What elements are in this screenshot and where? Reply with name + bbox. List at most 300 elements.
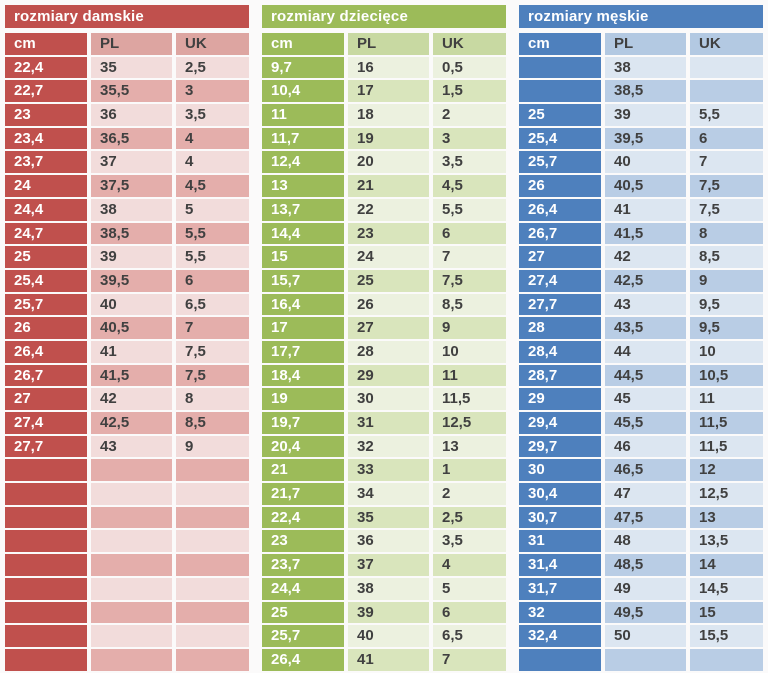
cm-cell: 9,7 <box>262 57 344 79</box>
uk-cell: 6 <box>690 128 763 150</box>
cm-cell: 24 <box>5 175 87 197</box>
table-row <box>5 57 249 79</box>
uk-cell: 15,5 <box>690 625 763 647</box>
pl-cell: 39 <box>91 246 172 268</box>
pl-cell: 46 <box>605 436 686 458</box>
cm-cell: 22,7 <box>5 80 87 102</box>
pl-cell: 21 <box>348 175 429 197</box>
column-header-row <box>519 33 763 55</box>
table-row <box>5 602 249 624</box>
pl-cell: 41 <box>605 199 686 221</box>
cm-cell: 32 <box>519 602 601 624</box>
table-row <box>519 317 763 339</box>
uk-cell: 5,5 <box>433 199 506 221</box>
pl-cell <box>91 554 172 576</box>
table-childrens-sizes <box>262 5 506 673</box>
table-row <box>5 104 249 126</box>
table-row <box>519 530 763 552</box>
uk-cell: 5,5 <box>176 223 249 245</box>
uk-cell <box>176 554 249 576</box>
table-row <box>519 151 763 173</box>
table-row <box>262 483 506 505</box>
table-row <box>5 625 249 647</box>
cm-cell: 25,7 <box>519 151 601 173</box>
pl-cell: 42,5 <box>605 270 686 292</box>
pl-cell <box>91 530 172 552</box>
cm-cell: 28,7 <box>519 365 601 387</box>
cm-cell: 16,4 <box>262 294 344 316</box>
table-title-mens: rozmiary męskie <box>519 5 763 28</box>
table-body-womens <box>5 33 249 671</box>
cm-cell: 27,4 <box>519 270 601 292</box>
table-row <box>5 649 249 671</box>
cm-cell: 22,4 <box>262 507 344 529</box>
pl-cell: 26 <box>348 294 429 316</box>
cm-cell: 19 <box>262 388 344 410</box>
uk-cell: 7 <box>433 649 506 671</box>
pl-cell: 45 <box>605 388 686 410</box>
cm-cell <box>5 625 87 647</box>
cm-cell: 29 <box>519 388 601 410</box>
uk-cell: 7 <box>690 151 763 173</box>
column-header-row <box>262 33 506 55</box>
table-row <box>262 625 506 647</box>
uk-cell: 0,5 <box>433 57 506 79</box>
uk-cell: 2,5 <box>433 507 506 529</box>
pl-cell: 17 <box>348 80 429 102</box>
uk-cell <box>176 530 249 552</box>
table-row <box>5 388 249 410</box>
cm-cell <box>5 649 87 671</box>
uk-cell <box>176 602 249 624</box>
pl-cell: 36 <box>348 530 429 552</box>
cm-cell <box>5 602 87 624</box>
uk-cell: 5,5 <box>690 104 763 126</box>
cm-cell: 29,7 <box>519 436 601 458</box>
table-row <box>519 57 763 79</box>
uk-cell: 10,5 <box>690 365 763 387</box>
pl-cell: 39 <box>605 104 686 126</box>
table-row <box>5 80 249 102</box>
cm-cell: 25,4 <box>519 128 601 150</box>
pl-cell: 35 <box>348 507 429 529</box>
cm-cell: 26,7 <box>519 223 601 245</box>
pl-cell: 43 <box>91 436 172 458</box>
pl-cell: 28 <box>348 341 429 363</box>
pl-cell: 31 <box>348 412 429 434</box>
table-row <box>262 223 506 245</box>
pl-cell: 40 <box>605 151 686 173</box>
uk-cell <box>176 507 249 529</box>
table-row <box>519 175 763 197</box>
table-row <box>262 199 506 221</box>
uk-cell: 4 <box>176 151 249 173</box>
cm-cell: 22,4 <box>5 57 87 79</box>
uk-cell: 8,5 <box>176 412 249 434</box>
cm-cell: 27,7 <box>5 436 87 458</box>
pl-cell: 41,5 <box>91 365 172 387</box>
table-row <box>519 507 763 529</box>
table-row <box>5 483 249 505</box>
pl-cell: 45,5 <box>605 412 686 434</box>
uk-cell: 11,5 <box>690 436 763 458</box>
table-row <box>262 175 506 197</box>
uk-cell <box>176 649 249 671</box>
table-row <box>262 388 506 410</box>
uk-cell: 12 <box>690 459 763 481</box>
pl-cell: 32 <box>348 436 429 458</box>
table-row <box>5 294 249 316</box>
uk-cell: 10 <box>690 341 763 363</box>
table-row <box>519 649 763 671</box>
cm-cell <box>5 554 87 576</box>
cm-cell: 25 <box>5 246 87 268</box>
cm-cell <box>5 483 87 505</box>
pl-cell: 49 <box>605 578 686 600</box>
pl-cell: 39,5 <box>91 270 172 292</box>
uk-cell: 6,5 <box>176 294 249 316</box>
uk-cell: 7,5 <box>690 199 763 221</box>
cm-cell: 25 <box>519 104 601 126</box>
uk-cell: 8 <box>176 388 249 410</box>
uk-cell: 7,5 <box>176 365 249 387</box>
uk-cell: 7,5 <box>690 175 763 197</box>
table-row <box>262 317 506 339</box>
table-row <box>519 246 763 268</box>
cm-cell: 31,4 <box>519 554 601 576</box>
pl-cell: 48,5 <box>605 554 686 576</box>
uk-cell: 9,5 <box>690 294 763 316</box>
cm-cell: 31,7 <box>519 578 601 600</box>
column-header-pl: PL <box>91 33 172 55</box>
cm-cell: 23,7 <box>5 151 87 173</box>
uk-cell: 5,5 <box>176 246 249 268</box>
uk-cell: 3,5 <box>176 104 249 126</box>
cm-cell <box>5 578 87 600</box>
table-row <box>5 128 249 150</box>
cm-cell: 23,4 <box>5 128 87 150</box>
cm-cell: 32,4 <box>519 625 601 647</box>
table-row <box>519 365 763 387</box>
column-header-row <box>5 33 249 55</box>
uk-cell: 9 <box>690 270 763 292</box>
pl-cell: 18 <box>348 104 429 126</box>
uk-cell: 5 <box>176 199 249 221</box>
pl-cell: 40 <box>91 294 172 316</box>
uk-cell: 13,5 <box>690 530 763 552</box>
pl-cell: 33 <box>348 459 429 481</box>
pl-cell: 24 <box>348 246 429 268</box>
uk-cell: 14,5 <box>690 578 763 600</box>
cm-cell <box>5 507 87 529</box>
table-row <box>5 412 249 434</box>
pl-cell: 27 <box>348 317 429 339</box>
uk-cell: 3 <box>176 80 249 102</box>
pl-cell: 29 <box>348 365 429 387</box>
table-row <box>262 151 506 173</box>
cm-cell <box>5 459 87 481</box>
pl-cell: 37,5 <box>91 175 172 197</box>
uk-cell: 14 <box>690 554 763 576</box>
uk-cell: 9 <box>176 436 249 458</box>
table-body-mens <box>519 33 763 671</box>
pl-cell: 43,5 <box>605 317 686 339</box>
cm-cell: 25,4 <box>5 270 87 292</box>
table-row <box>5 341 249 363</box>
pl-cell: 47,5 <box>605 507 686 529</box>
cm-cell: 30,4 <box>519 483 601 505</box>
pl-cell: 35,5 <box>91 80 172 102</box>
cm-cell: 13 <box>262 175 344 197</box>
cm-cell: 12,4 <box>262 151 344 173</box>
column-header-pl: PL <box>605 33 686 55</box>
uk-cell: 11,5 <box>690 412 763 434</box>
cm-cell: 20,4 <box>262 436 344 458</box>
pl-cell: 36,5 <box>91 128 172 150</box>
table-row <box>262 602 506 624</box>
pl-cell: 38,5 <box>91 223 172 245</box>
uk-cell: 7 <box>433 246 506 268</box>
cm-cell <box>519 57 601 79</box>
table-row <box>262 507 506 529</box>
cm-cell: 21,7 <box>262 483 344 505</box>
pl-cell <box>91 625 172 647</box>
uk-cell: 10 <box>433 341 506 363</box>
uk-cell: 11,5 <box>433 388 506 410</box>
cm-cell: 31 <box>519 530 601 552</box>
table-row <box>262 554 506 576</box>
pl-cell: 40 <box>348 625 429 647</box>
cm-cell <box>5 530 87 552</box>
cm-cell: 18,4 <box>262 365 344 387</box>
cm-cell: 25,7 <box>262 625 344 647</box>
pl-cell: 43 <box>605 294 686 316</box>
pl-cell <box>605 649 686 671</box>
uk-cell: 9 <box>433 317 506 339</box>
column-header-cm: cm <box>262 33 344 55</box>
column-header-uk: UK <box>176 33 249 55</box>
cm-cell: 25,7 <box>5 294 87 316</box>
table-row <box>519 625 763 647</box>
cm-cell: 23 <box>5 104 87 126</box>
cm-cell: 26 <box>519 175 601 197</box>
cm-cell: 11 <box>262 104 344 126</box>
table-row <box>262 128 506 150</box>
pl-cell: 19 <box>348 128 429 150</box>
cm-cell: 27,7 <box>519 294 601 316</box>
pl-cell: 37 <box>348 554 429 576</box>
table-row <box>262 459 506 481</box>
table-row <box>262 104 506 126</box>
cm-cell: 11,7 <box>262 128 344 150</box>
table-row <box>5 507 249 529</box>
pl-cell: 16 <box>348 57 429 79</box>
uk-cell: 7 <box>176 317 249 339</box>
uk-cell: 8,5 <box>433 294 506 316</box>
uk-cell <box>176 459 249 481</box>
table-row <box>5 554 249 576</box>
cm-cell: 15 <box>262 246 344 268</box>
table-row <box>519 436 763 458</box>
pl-cell: 34 <box>348 483 429 505</box>
table-row <box>519 294 763 316</box>
uk-cell: 8 <box>690 223 763 245</box>
table-row <box>519 554 763 576</box>
table-row <box>262 412 506 434</box>
table-row <box>262 530 506 552</box>
pl-cell: 42 <box>605 246 686 268</box>
table-womens-sizes <box>5 5 249 673</box>
pl-cell: 40,5 <box>91 317 172 339</box>
uk-cell: 12,5 <box>690 483 763 505</box>
pl-cell <box>91 602 172 624</box>
pl-cell: 44 <box>605 341 686 363</box>
column-header-uk: UK <box>433 33 506 55</box>
cm-cell: 30 <box>519 459 601 481</box>
pl-cell <box>91 578 172 600</box>
uk-cell <box>176 483 249 505</box>
table-row <box>519 270 763 292</box>
table-row <box>519 341 763 363</box>
cm-cell: 26,4 <box>519 199 601 221</box>
uk-cell: 6 <box>433 223 506 245</box>
pl-cell: 39 <box>348 602 429 624</box>
cm-cell: 27 <box>519 246 601 268</box>
uk-cell: 7,5 <box>176 341 249 363</box>
cm-cell: 14,4 <box>262 223 344 245</box>
table-row <box>262 270 506 292</box>
uk-cell: 1 <box>433 459 506 481</box>
cm-cell: 23 <box>262 530 344 552</box>
cm-cell: 17,7 <box>262 341 344 363</box>
pl-cell: 38 <box>348 578 429 600</box>
cm-cell: 24,4 <box>5 199 87 221</box>
cm-cell: 17 <box>262 317 344 339</box>
pl-cell: 38,5 <box>605 80 686 102</box>
column-header-cm: cm <box>5 33 87 55</box>
uk-cell: 2 <box>433 483 506 505</box>
table-row <box>519 199 763 221</box>
uk-cell: 6 <box>433 602 506 624</box>
pl-cell: 42,5 <box>91 412 172 434</box>
pl-cell: 41 <box>348 649 429 671</box>
cm-cell: 19,7 <box>262 412 344 434</box>
pl-cell <box>91 459 172 481</box>
cm-cell: 28 <box>519 317 601 339</box>
uk-cell: 9,5 <box>690 317 763 339</box>
table-row <box>519 128 763 150</box>
uk-cell: 11 <box>690 388 763 410</box>
table-row <box>5 436 249 458</box>
pl-cell: 44,5 <box>605 365 686 387</box>
pl-cell: 38 <box>91 199 172 221</box>
pl-cell: 49,5 <box>605 602 686 624</box>
table-body-childrens <box>262 33 506 671</box>
table-row <box>5 317 249 339</box>
uk-cell: 2,5 <box>176 57 249 79</box>
pl-cell: 41 <box>91 341 172 363</box>
pl-cell: 47 <box>605 483 686 505</box>
table-row <box>519 459 763 481</box>
uk-cell: 4,5 <box>433 175 506 197</box>
cm-cell: 26 <box>5 317 87 339</box>
table-row <box>5 270 249 292</box>
pl-cell: 39,5 <box>605 128 686 150</box>
cm-cell: 30,7 <box>519 507 601 529</box>
pl-cell: 23 <box>348 223 429 245</box>
cm-cell: 26,4 <box>5 341 87 363</box>
pl-cell: 37 <box>91 151 172 173</box>
cm-cell: 26,4 <box>262 649 344 671</box>
uk-cell: 1,5 <box>433 80 506 102</box>
column-header-uk: UK <box>690 33 763 55</box>
table-mens-sizes <box>519 5 763 673</box>
table-title-womens: rozmiary damskie <box>5 5 249 28</box>
uk-cell: 15 <box>690 602 763 624</box>
uk-cell: 3,5 <box>433 530 506 552</box>
uk-cell <box>690 80 763 102</box>
table-row <box>519 602 763 624</box>
uk-cell: 12,5 <box>433 412 506 434</box>
table-row <box>262 294 506 316</box>
table-row <box>5 530 249 552</box>
cm-cell: 24,4 <box>262 578 344 600</box>
cm-cell: 29,4 <box>519 412 601 434</box>
uk-cell: 3,5 <box>433 151 506 173</box>
cm-cell: 21 <box>262 459 344 481</box>
table-row <box>519 223 763 245</box>
uk-cell: 7,5 <box>433 270 506 292</box>
table-row <box>262 341 506 363</box>
table-row <box>262 649 506 671</box>
cm-cell: 10,4 <box>262 80 344 102</box>
pl-cell <box>91 649 172 671</box>
table-row <box>519 483 763 505</box>
table-row <box>262 57 506 79</box>
table-title-childrens: rozmiary dziecięce <box>262 5 506 28</box>
pl-cell <box>91 483 172 505</box>
table-row <box>5 578 249 600</box>
table-row <box>262 246 506 268</box>
table-row <box>5 459 249 481</box>
uk-cell: 8,5 <box>690 246 763 268</box>
table-row <box>5 151 249 173</box>
table-row <box>519 578 763 600</box>
cm-cell: 25 <box>262 602 344 624</box>
pl-cell: 42 <box>91 388 172 410</box>
cm-cell: 24,7 <box>5 223 87 245</box>
uk-cell: 6 <box>176 270 249 292</box>
pl-cell: 38 <box>605 57 686 79</box>
pl-cell: 22 <box>348 199 429 221</box>
uk-cell: 2 <box>433 104 506 126</box>
pl-cell <box>91 507 172 529</box>
uk-cell: 13 <box>690 507 763 529</box>
uk-cell <box>176 578 249 600</box>
table-row <box>519 104 763 126</box>
pl-cell: 46,5 <box>605 459 686 481</box>
table-row <box>5 246 249 268</box>
uk-cell <box>176 625 249 647</box>
pl-cell: 35 <box>91 57 172 79</box>
table-row <box>262 436 506 458</box>
table-row <box>5 175 249 197</box>
uk-cell: 4 <box>433 554 506 576</box>
cm-cell <box>519 80 601 102</box>
table-row <box>262 578 506 600</box>
uk-cell: 4 <box>176 128 249 150</box>
cm-cell <box>519 649 601 671</box>
